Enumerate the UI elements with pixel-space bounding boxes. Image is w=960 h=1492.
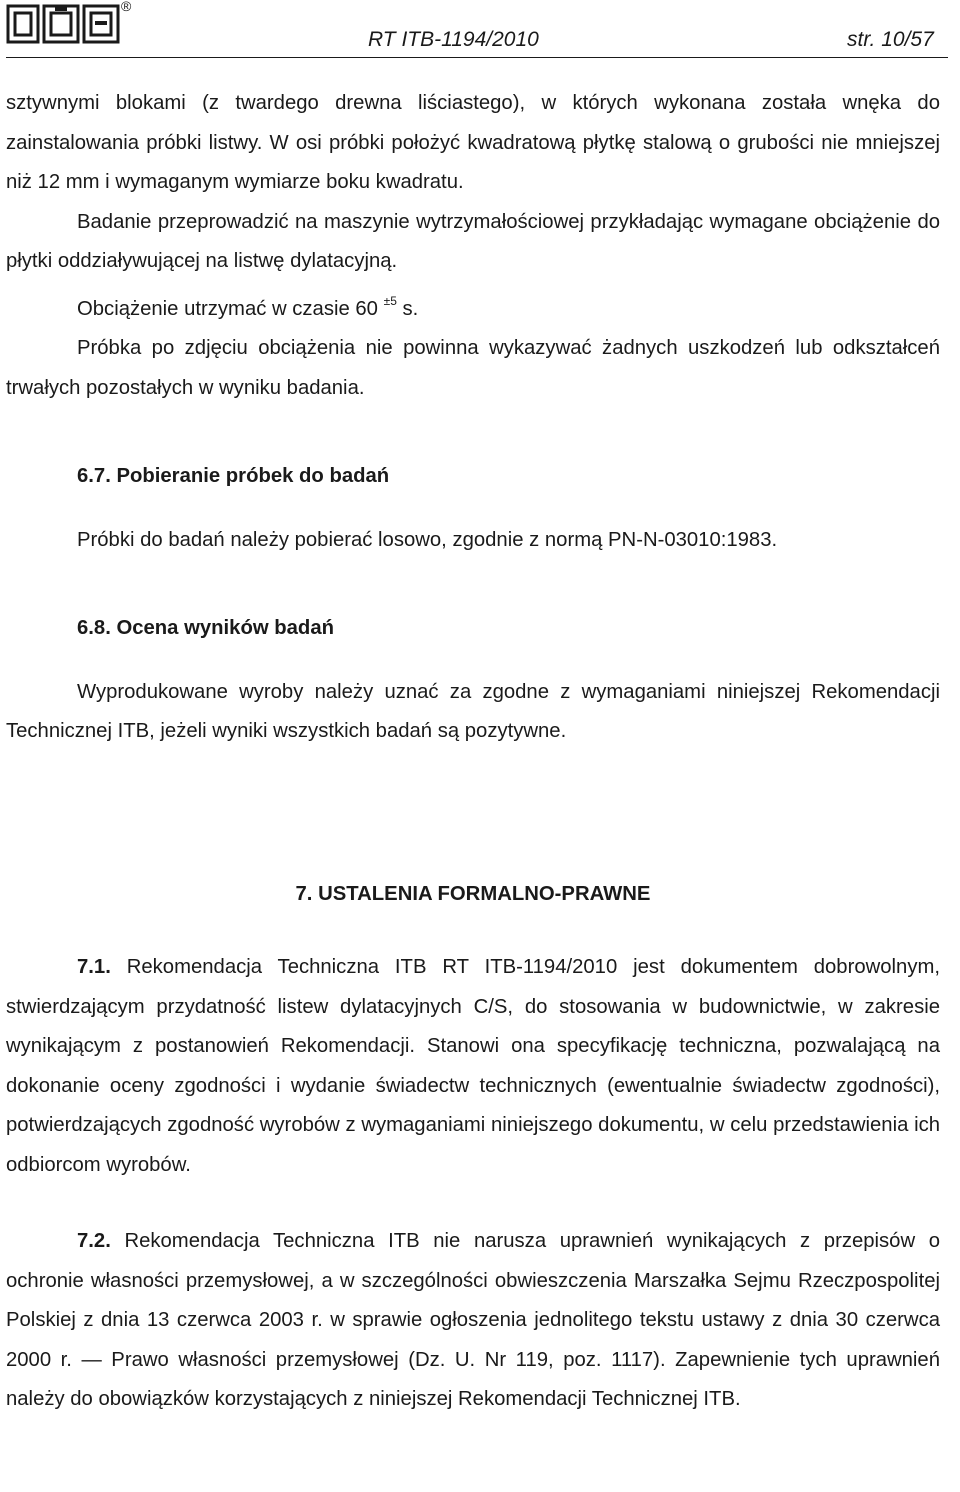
paragraph-7-1-text: Rekomendacja Techniczna ITB RT ITB-1194/2010 jest dokumentem dobrowolnym, stwierdzającym przydatność listew dylatacyjnych C/S, do stosowania w budownictwie, w zakresie wynikającym z postanowień Rekomendacji. Stanowi ona specyfikację techniczna, pozwalającą na dokonanie oceny zgodności i wydanie świadectw technicznych (ewentualnie świadectw zgodności), potwierdzających zgodność wyrobów z wymaganiami niniejszego dokumentu, w celu przedstawienia ich odbiorcom wyrobów.: [6, 956, 940, 1176]
itb-logo: [6, 4, 120, 44]
paragraph-7-1: [6, 948, 940, 1185]
paragraph-6-7: Próbki do badań należy pobierać losowo, zgodnie z normą PN-N-03010:1983.: [77, 528, 778, 551]
paragraph-1: sztywnymi blokami (z twardego drewna liściastego), w których wykonana została wnęka do zainstalowania próbki listwy. W osi próbki położyć kwadratową płytkę stalową o grubości nie mniejszej niż 12 mm i wymaganym wymiarze boku kwadratu.: [6, 92, 940, 193]
paragraph-7-1-number: 7.1.: [77, 956, 111, 978]
section-heading-7: 7. USTALENIA FORMALNO-PRAWNE: [295, 882, 651, 905]
paragraph-7-2-text: Rekomendacja Techniczna ITB nie narusza uprawnień wynikających z przepisów o ochronie własności przemysłowej, a w szczególności obwieszczenia Marszałka Sejmu Rzeczpospolitej Polskiej z dnia 13 czerwca 2003 r. w sprawie ogłoszenia jednolitego tekstu ustawy z dnia 30 czerwca 2000 r. — Prawo własności przemysłowej (Dz. U. Nr 119, poz. 1117). Zapewnienie tych uprawnień należy do obowiązków korzystających z niniejszej Rekomendacji Technicznej ITB.: [6, 1230, 940, 1410]
page-header: [0, 0, 960, 60]
document-body: [6, 84, 940, 1420]
paragraph-6-8: Wyprodukowane wyroby należy uznać za zgodne z wymaganiami niniejszej Rekomendacji Technicznej ITB, jeżeli wyniki wszystkich badań są pozytywne.: [6, 680, 940, 742]
section-heading-6-8: 6.8. Ocena wyników badań: [77, 617, 334, 639]
paragraph-3: [6, 282, 940, 330]
registered-mark: ®: [121, 0, 132, 14]
paragraph-7-2: [6, 1222, 940, 1420]
tolerance-superscript: ±5: [383, 293, 397, 308]
header-rule: [6, 57, 948, 58]
paragraph-3-end: s.: [396, 297, 419, 320]
section-heading-6-7: 6.7. Pobieranie próbek do badań: [77, 465, 390, 487]
document-id: RT ITB-1194/2010: [368, 28, 539, 51]
paragraph-2: Badanie przeprowadzić na maszynie wytrzymałościowej przykładając wymagane obciążenie do płytki oddziaływującej na listwę dylatacyjną.: [6, 210, 940, 272]
page-number: str. 10/57: [847, 28, 934, 51]
paragraph-7-2-number: 7.2.: [77, 1230, 111, 1252]
paragraph-3-text: Obciążenie utrzymać w czasie 60: [77, 297, 384, 320]
paragraph-4: Próbka po zdjęciu obciążenia nie powinna wykazywać żadnych uszkodzeń lub odkształceń trwałych pozostałych w wyniku badania.: [6, 337, 940, 399]
